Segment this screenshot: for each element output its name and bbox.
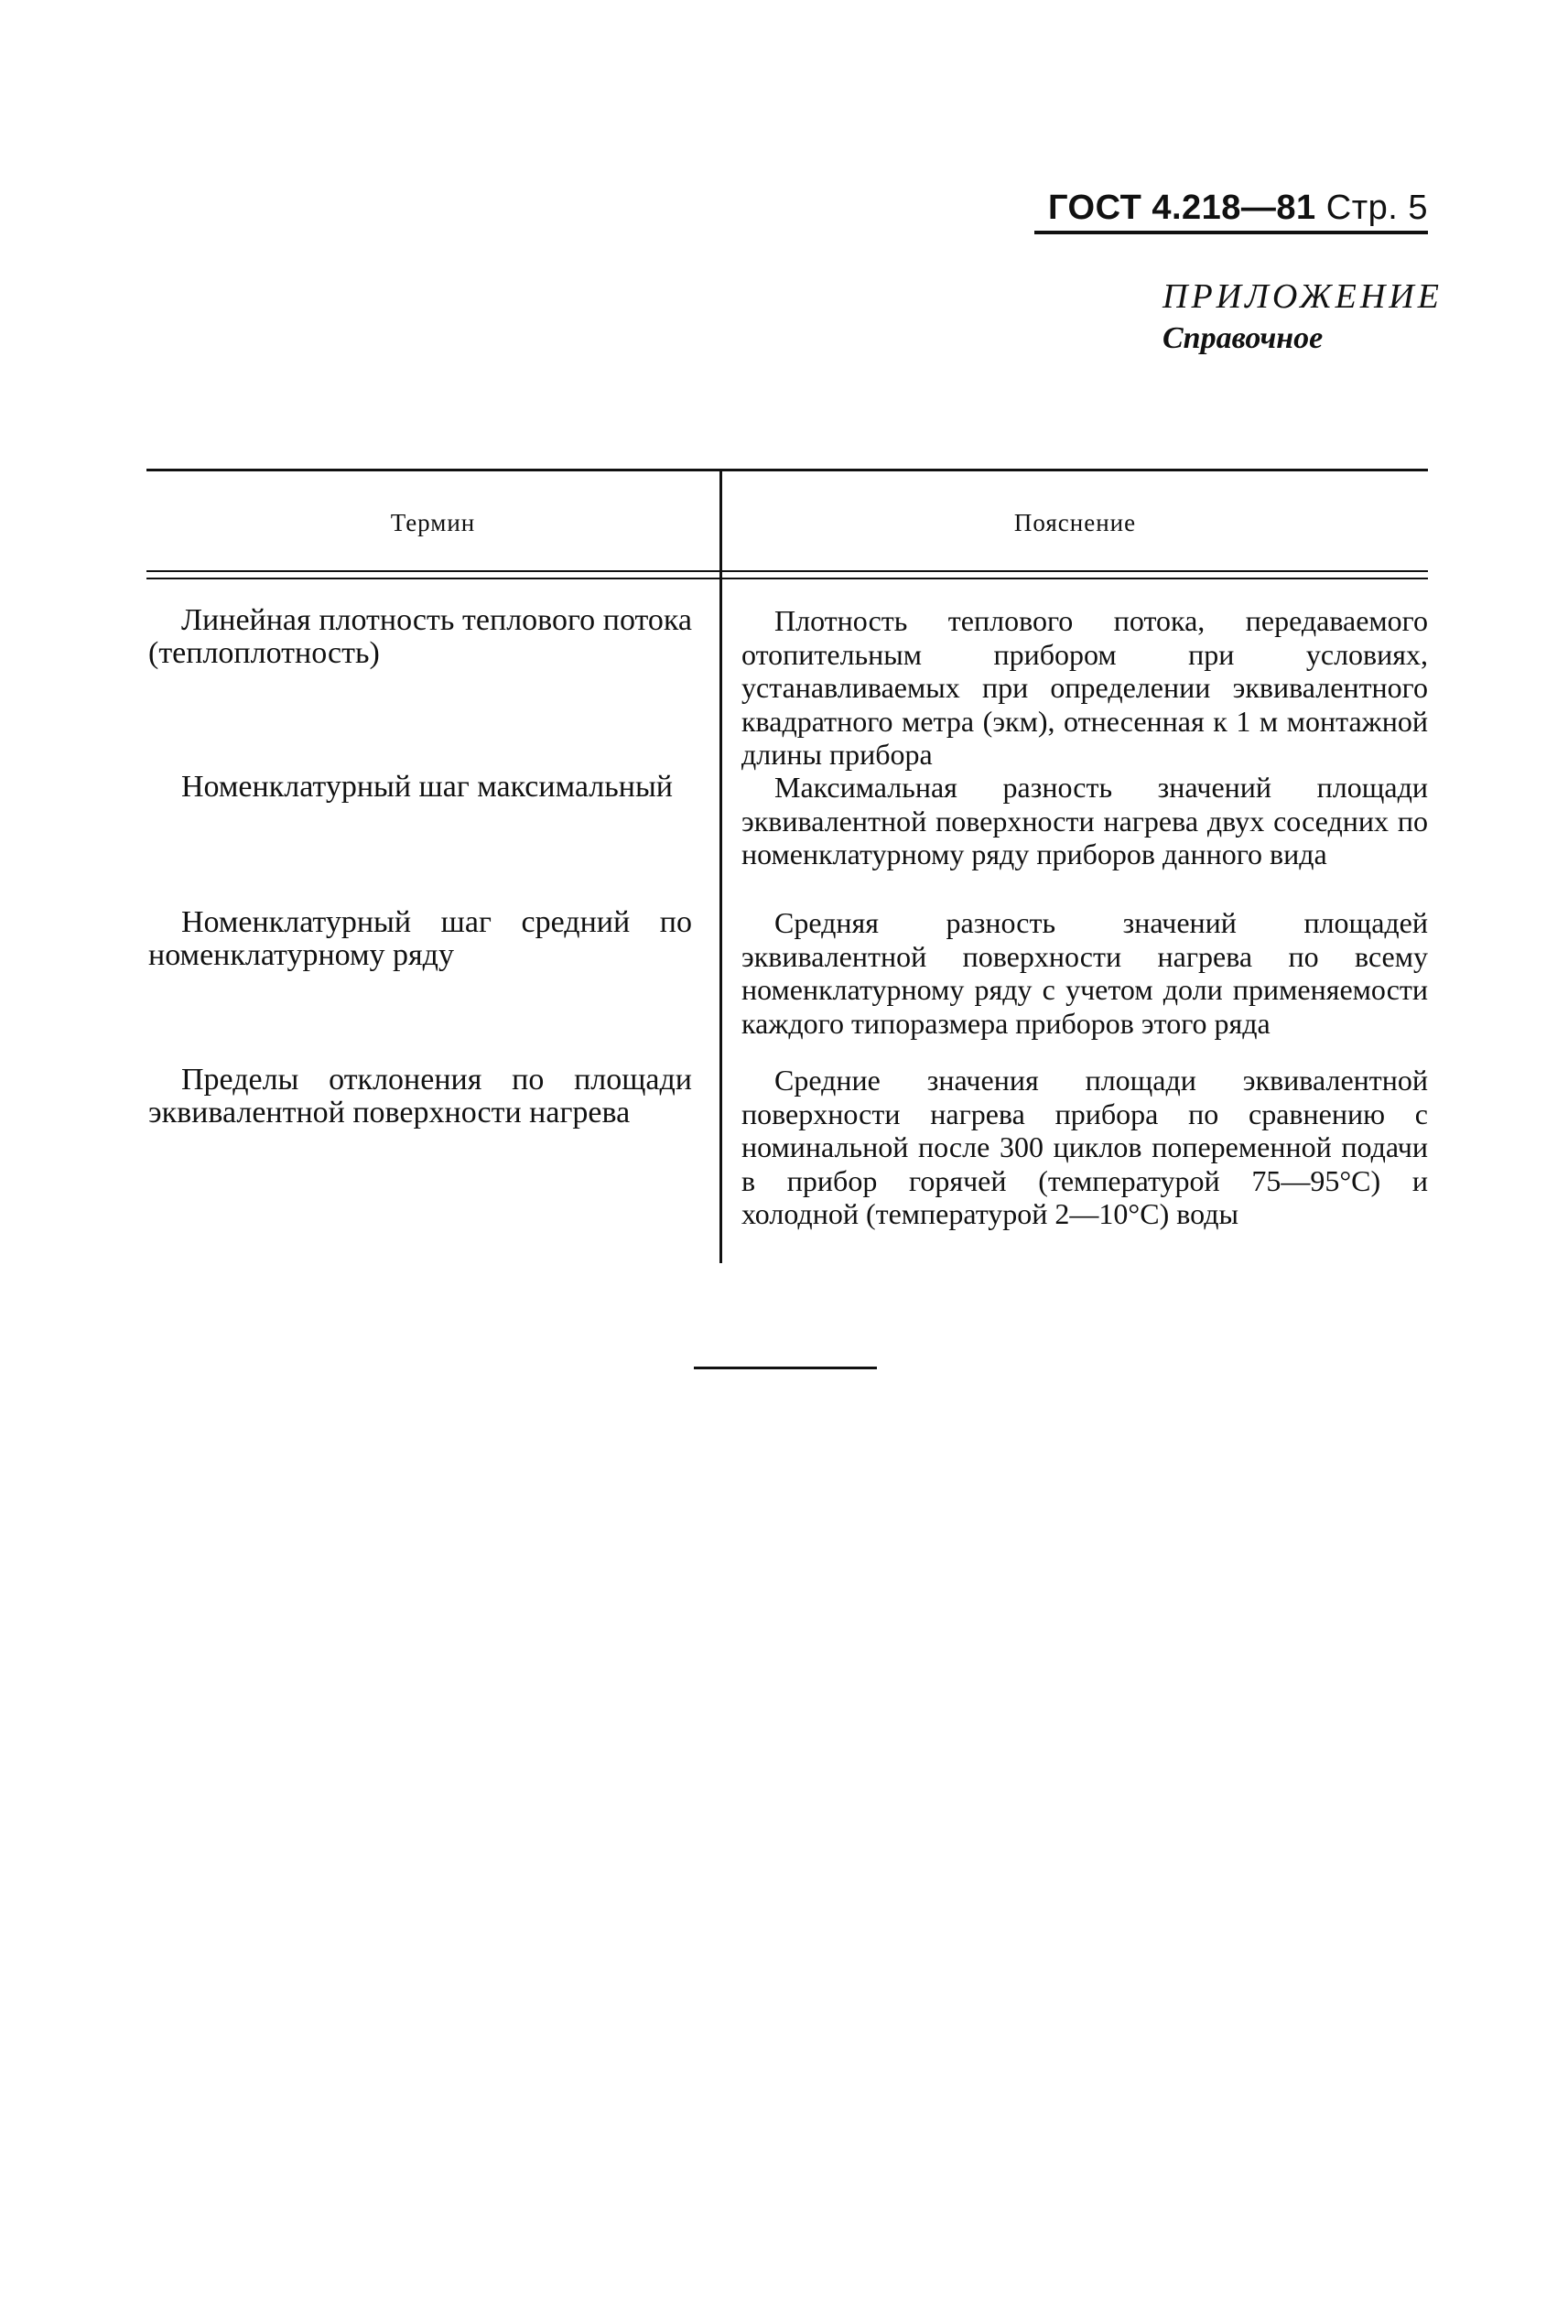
table-top-rule (146, 469, 1428, 471)
term-cell: Номенклатурный шаг средний по номенклатурному ряду (148, 905, 692, 972)
term-cell: Номенклатурный шаг максимальный (181, 770, 673, 804)
column-divider (719, 470, 722, 1263)
end-of-section-rule (694, 1367, 877, 1369)
term-cell: Линейная плотность теплового потока (теплоплотность) (148, 603, 692, 670)
appendix-subtitle: Справочное (1162, 321, 1324, 355)
explanation-cell: Максимальная разность значений площади эквивалентной поверхности нагрева двух соседних по номенклатурному ряду приборов данного вида (741, 771, 1428, 870)
explanation-cell: Средние значения площади эквивалентной поверхности нагрева прибора по сравнению с номинальной после 300 циклов попеременной подачи в прибор горячей (температурой 75—95°С) и холодной (температурой 2—10°С) воды (741, 1064, 1428, 1230)
term-cell: Пределы отклонения по площади эквивалентной поверхности нагрева (148, 1063, 692, 1130)
header-rule (1034, 231, 1428, 234)
explanation-cell: Средняя разность значений площадей эквивалентной поверхности нагрева по всему номенклатурному ряду с учетом доли применяемости каждого типоразмера приборов этого ряда (741, 906, 1428, 1040)
column-header-explanation: Пояснение (1013, 509, 1137, 536)
gost-header (1048, 189, 1428, 228)
header-rule-lower (146, 578, 1428, 579)
appendix-title: ПРИЛОЖЕНИЕ (1162, 277, 1443, 316)
explanation-cell: Плотность теплового потока, передаваемого отопительным прибором при условиях, устанавливаемых при определении эквивалентного квадратного метра (экм), отнесенная к 1 м монтажной длины прибора (741, 604, 1428, 771)
gost-code: ГОСТ 4.218—81 (1047, 189, 1316, 227)
header-rule-upper (146, 570, 1428, 572)
appendix-heading (1162, 275, 1443, 359)
page-label: Стр. 5 (1325, 189, 1428, 227)
column-header-term: Термин (390, 509, 476, 536)
